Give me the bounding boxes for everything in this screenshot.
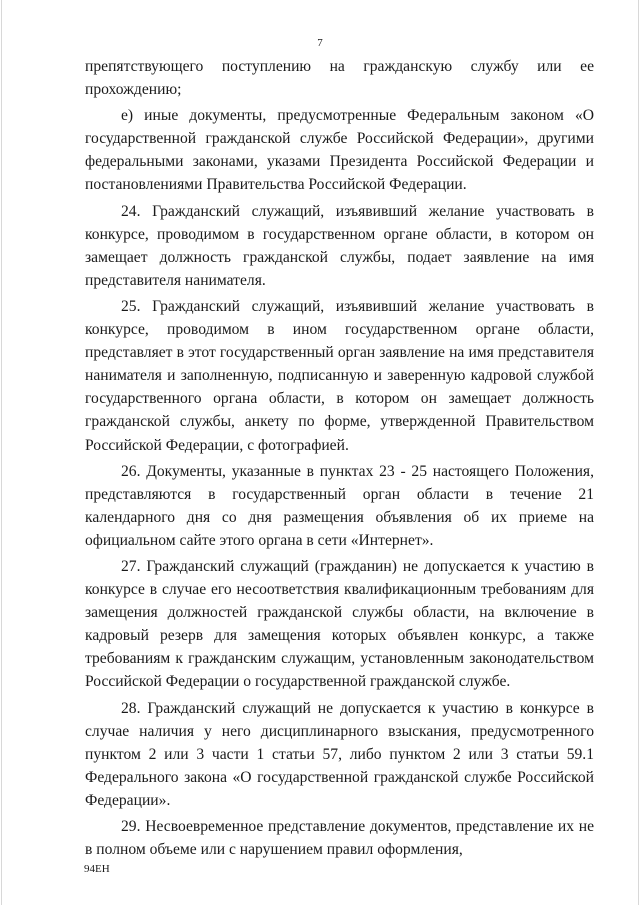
document-body: [85, 55, 594, 861]
paragraph-item-e: е) иные документы, предусмотренные Федеральным законом «О государственной гражданской службе Российской Федерации», другими федеральными законами, указами Президента Российской Федерации и постановлениями Правительства Российской Федерации.: [85, 107, 594, 194]
paragraph-29: 29. Несвоевременное представление документов, представление их не в полном объеме или с нарушением правил оформления,: [85, 818, 594, 859]
paragraph-27: 27. Гражданский служащий (гражданин) не допускается к участию в конкурсе в случае его несоответствия квалификационным требованиям для замещения должностей гражданской службы области, на включение в кадровый резерв для замещения которых объявлен конкурс, а также требованиям к гражданским служащим, установленным законодательством Российской Федерации о государственной гражданской службе.: [85, 557, 594, 691]
page-left-edge: [1, 0, 2, 905]
page-right-edge: [638, 0, 639, 905]
paragraph-25: 25. Гражданский служащий, изъявивший желание участвовать в конкурсе, проводимом в ином государственном органе области, представляет в этот государственный орган заявление на имя представителя нанимателя и заполненную, подписанную и заверенную кадровой службой государственного органа области, в котором он замещает должность гражданской службы, анкету по форме, утвержденной Правительством Российской Федерации, с фотографией.: [85, 297, 594, 454]
paragraph-24: 24. Гражданский служащий, изъявивший желание участвовать в конкурсе, проводимом в государственном органе области, в котором он замещает должность гражданской службы, подает заявление на имя представителя нанимателя.: [85, 202, 594, 289]
paragraph-continuation: [85, 55, 594, 101]
paragraph-continuation-rest: прохождению;: [85, 81, 182, 99]
paragraph-continuation-first-line: препятствующего поступлению на гражданскую службу или ее: [85, 58, 594, 75]
page-number: 7: [317, 37, 323, 49]
document-code: 94EH: [84, 863, 110, 875]
paragraph-26: 26. Документы, указанные в пунктах 23 - 25 настоящего Положения, представляются в государственный орган области в течение 21 календарного дня со дня размещения объявления об их приеме на официальном сайте этого органа в сети «Интернет».: [85, 462, 594, 549]
paragraph-28: 28. Гражданский служащий не допускается к участию в конкурсе в случае наличия у него дисциплинарного взыскания, предусмотренного пунктом 2 или 3 части 1 статьи 57, либо пунктом 2 или 3 статьи 59.1 Федерального закона «О государственной гражданской службе Российской Федерации».: [85, 699, 594, 809]
